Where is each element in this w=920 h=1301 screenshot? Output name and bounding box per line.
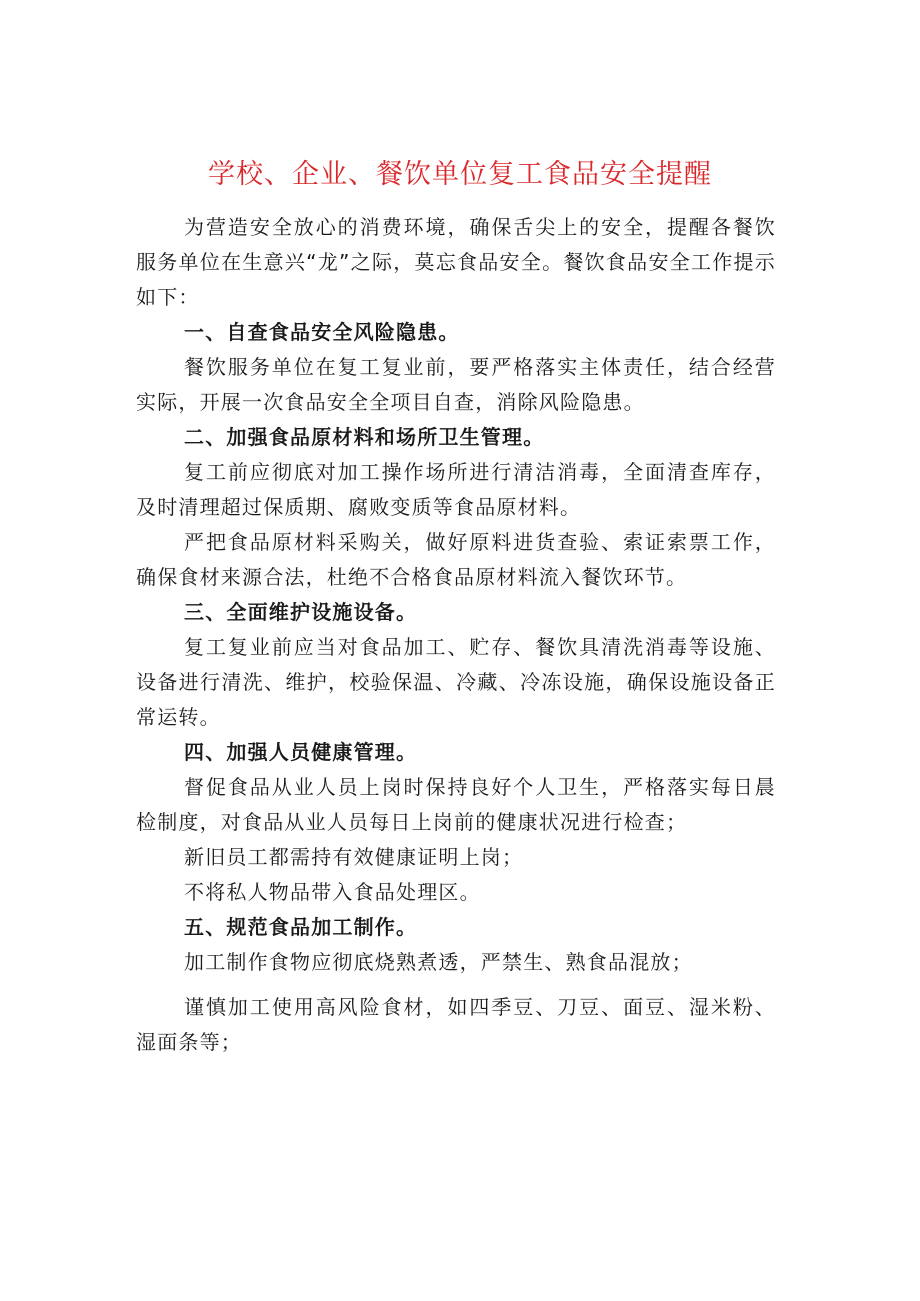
- section-2-heading: 二、加强食品原材料和场所卫生管理。: [184, 425, 545, 449]
- document-body: [136, 210, 776, 1060]
- section-1-paragraph-1: 餐饮服务单位在复工复业前，要严格落实主体责任，结合经营实际，开展一次食品安全全项目自查，消除风险隐患。: [136, 355, 776, 414]
- section-1-heading: 一、自查食品安全风险隐患。: [184, 320, 460, 344]
- section-3-paragraph-1: 复工复业前应当对食品加工、贮存、餐饮具清洗消毒等设施、设备进行清洗、维护，校验保温、冷藏、冷冻设施，确保设施设备正常运转。: [136, 635, 776, 729]
- section-5-paragraph-1: 加工制作食物应彻底烧熟煮透，严禁生、熟食品混放；: [184, 950, 693, 974]
- document-title: 学校、企业、餐饮单位复工食品安全提醒: [208, 159, 712, 190]
- section-3-heading: 三、全面维护设施设备。: [184, 600, 418, 624]
- section-4-heading: 四、加强人员健康管理。: [184, 740, 418, 764]
- section-4-paragraph-2: 新旧员工都需持有效健康证明上岗；: [184, 845, 524, 869]
- section-2-paragraph-2: 严把食品原材料采购关，做好原料进货查验、索证索票工作，确保食材来源合法，杜绝不合格食品原材料流入餐饮环节。: [136, 530, 776, 589]
- section-2-paragraph-1: 复工前应彻底对加工操作场所进行清洁消毒，全面清查库存，及时清理超过保质期、腐败变质等食品原材料。: [136, 460, 776, 519]
- section-4-paragraph-3: 不将私人物品带入食品处理区。: [184, 880, 481, 904]
- section-4-paragraph-1: 督促食品从业人员上岗时保持良好个人卫生，严格落实每日晨检制度，对食品从业人员每日上岗前的健康状况进行检查；: [136, 775, 776, 834]
- section-5-heading: 五、规范食品加工制作。: [184, 915, 418, 939]
- section-5-paragraph-2: 谨慎加工使用高风险食材，如四季豆、刀豆、面豆、湿米粉、湿面条等；: [136, 995, 776, 1054]
- intro-paragraph: 为营造安全放心的消费环境，确保舌尖上的安全，提醒各餐饮服务单位在生意兴“龙”之际，莫忘食品安全。餐饮食品安全工作提示如下：: [136, 215, 776, 309]
